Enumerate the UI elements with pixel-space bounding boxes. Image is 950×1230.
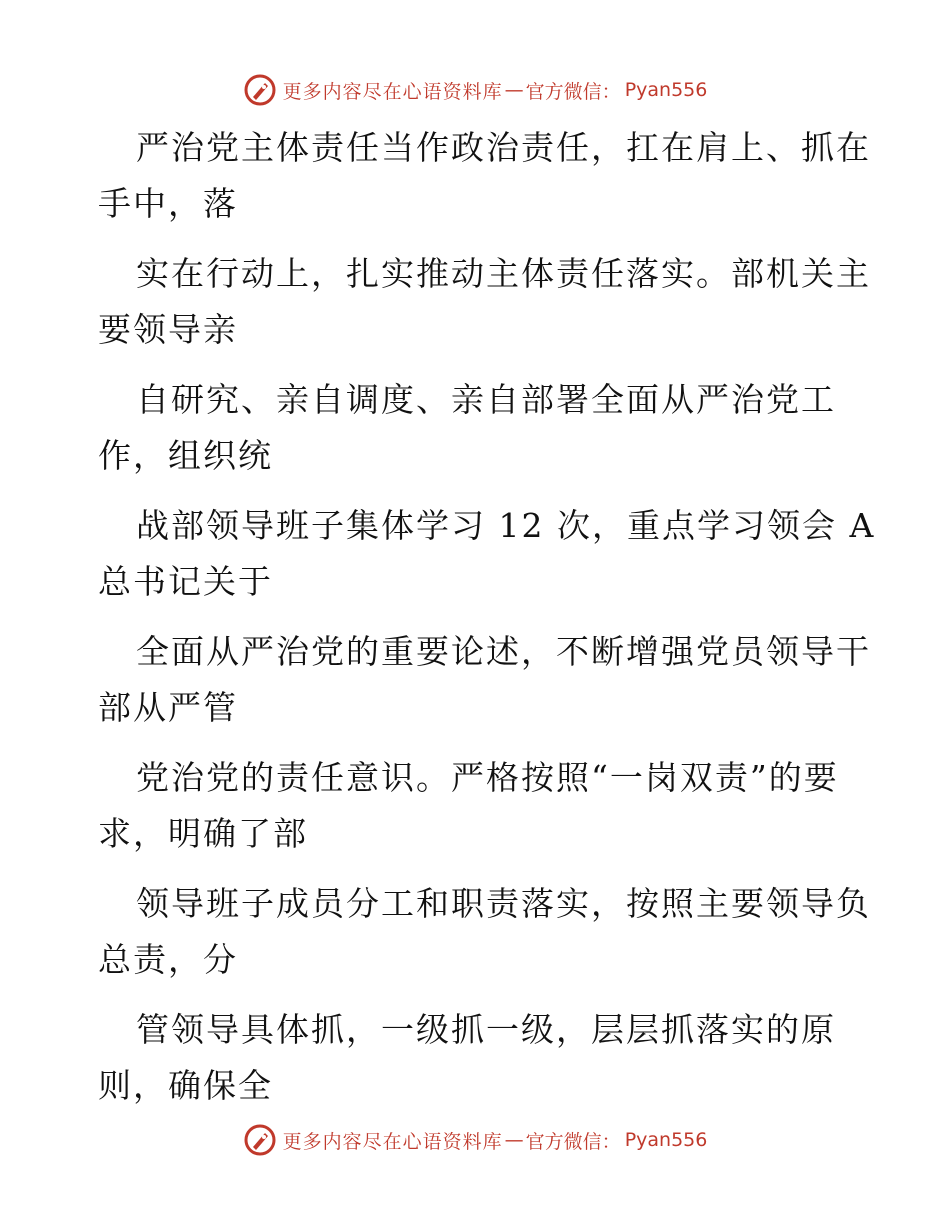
pen-logo-icon [243,1123,277,1157]
paragraph-line: 自研究、亲自调度、亲自部署全面从严治党工 [136,380,836,419]
paragraph [98,624,871,736]
watermark-sub-text: 官方微信： [525,1130,621,1153]
paragraph-line: 求，明确了部 [98,814,308,853]
paragraph [98,1002,858,1114]
paragraph-line: 总责，分 [98,940,238,979]
pen-logo-icon [243,73,277,107]
paragraph-line: 总书记关于 [98,562,273,601]
paragraph [98,498,876,610]
paragraph-line: 要领导亲 [98,310,238,349]
watermark-main-text: 更多内容尽在心语资料库 [282,1130,503,1153]
watermark-sub-text: 官方微信： [525,80,621,103]
paragraph-line: 实在行动上，扎实推动主体责任落实。部机关主 [136,254,871,293]
paragraph [98,876,871,988]
watermark-wechat-id: Pyan556 [624,79,708,101]
paragraph [98,246,871,358]
paragraph [98,120,871,232]
paragraph-line: 严治党主体责任当作政治责任，扛在肩上、抓在 [136,128,871,167]
watermark-main-text: 更多内容尽在心语资料库 [282,80,503,103]
paragraph-line: 全面从严治党的重要论述，不断增强党员领导干 [136,632,871,671]
paragraph-line: 部从严管 [98,688,238,727]
paragraph-line: 党治党的责任意识。严格按照“一岗双责”的要 [136,758,839,797]
header-watermark [0,70,950,110]
paragraph-line: 领导班子成员分工和职责落实，按照主要领导负 [136,884,871,923]
watermark-wechat-id: Pyan556 [624,1129,708,1151]
paragraph-line: 战部领导班子集体学习 12 次，重点学习领会 A [136,506,876,545]
paragraph-line: 则，确保全 [98,1066,273,1105]
document-body [98,120,876,1114]
paragraph [98,750,858,862]
paragraph-line: 手中，落 [98,184,238,223]
paragraph-line: 作，组织统 [98,436,273,475]
footer-watermark [0,1120,950,1160]
paragraph [98,372,858,484]
watermark-dash: — [504,1129,524,1151]
paragraph-line: 管领导具体抓，一级抓一级，层层抓落实的原 [136,1010,836,1049]
watermark-dash: — [504,79,524,101]
